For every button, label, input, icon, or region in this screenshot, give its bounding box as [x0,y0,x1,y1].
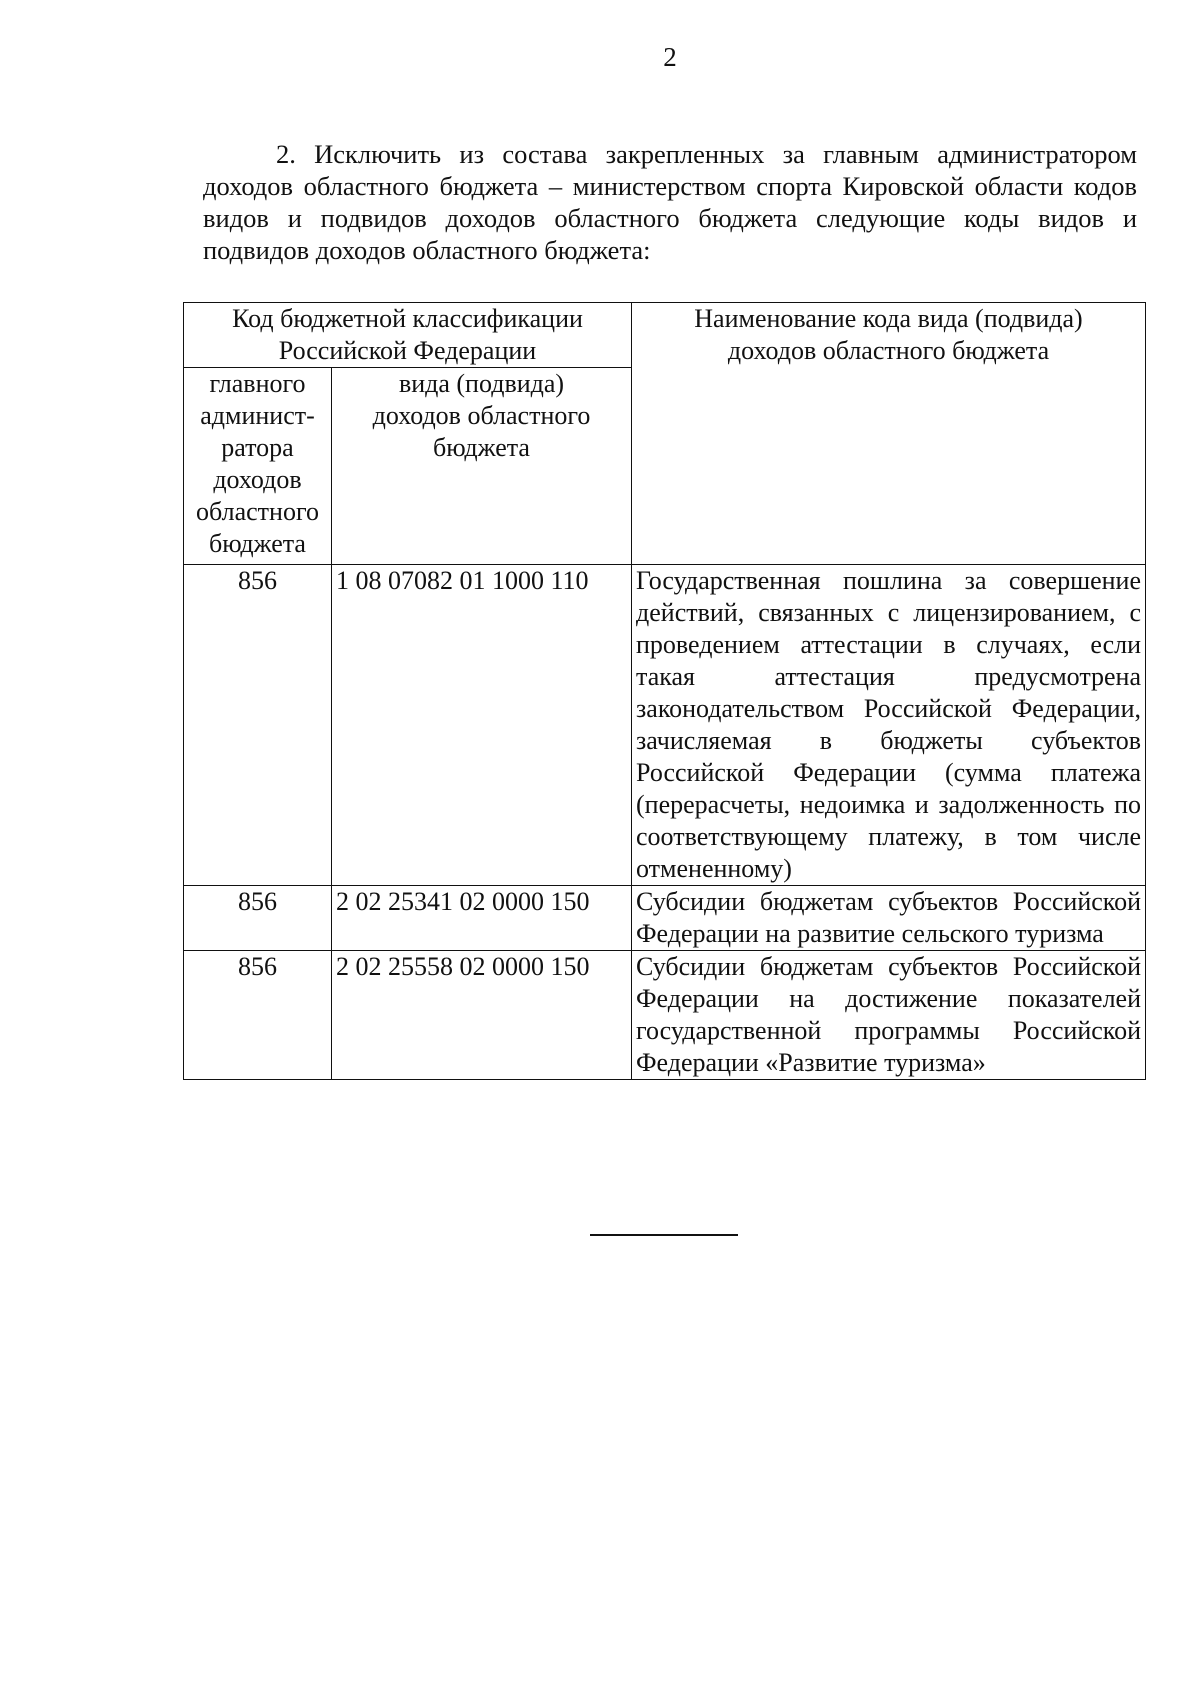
header-budget-classification: Код бюджетной классификации Российской Федерации [184,303,632,368]
admin-code-cell: 856 [184,886,332,951]
income-name-cell: Субсидии бюджетам субъектов Российской Федерации на достижение показателей государственной программы Российской Федерации «Развитие туризма» [632,951,1146,1080]
income-code-cell: 2 02 25341 02 0000 150 [332,886,632,951]
table-row [184,951,1146,1080]
budget-codes-table [183,302,1146,1080]
income-name-cell: Государственная пошлина за совершение действий, связанных с лицензированием, с проведением аттестации в случаях, если такая аттестация предусмотрена законодательством Российской Федерации, зачисляемая в бюджеты субъектов Российской Федерации (сумма платежа (перерасчеты, недоимка и задолженность по соответствующему платежу, в том числе отмененному) [632,565,1146,886]
page-number: 2 [663,42,677,72]
header-income-kind: вида (подвида) доходов областного бюджета [332,368,632,565]
income-code-cell: 1 08 07082 01 1000 110 [332,565,632,886]
body-paragraph: 2. Исключить из состава закрепленных за главным администратором доходов областного бюджета – министерством спорта Кировской области кодов видов и подвидов доходов областного бюджета следующие коды видов и подвидов доходов областного бюджета: [203,139,1137,265]
admin-code-cell: 856 [184,565,332,886]
header-main-administrator: главного админист-ратора доходов областного бюджета [184,368,332,565]
closing-rule [590,1234,738,1236]
header-code-name: Наименование кода вида (подвида) доходов областного бюджета [632,303,1146,565]
table-row [184,565,1146,886]
income-name-cell: Субсидии бюджетам субъектов Российской Федерации на развитие сельского туризма [632,886,1146,951]
table-header-row [184,303,1146,368]
table-row [184,886,1146,951]
income-code-cell: 2 02 25558 02 0000 150 [332,951,632,1080]
admin-code-cell: 856 [184,951,332,1080]
